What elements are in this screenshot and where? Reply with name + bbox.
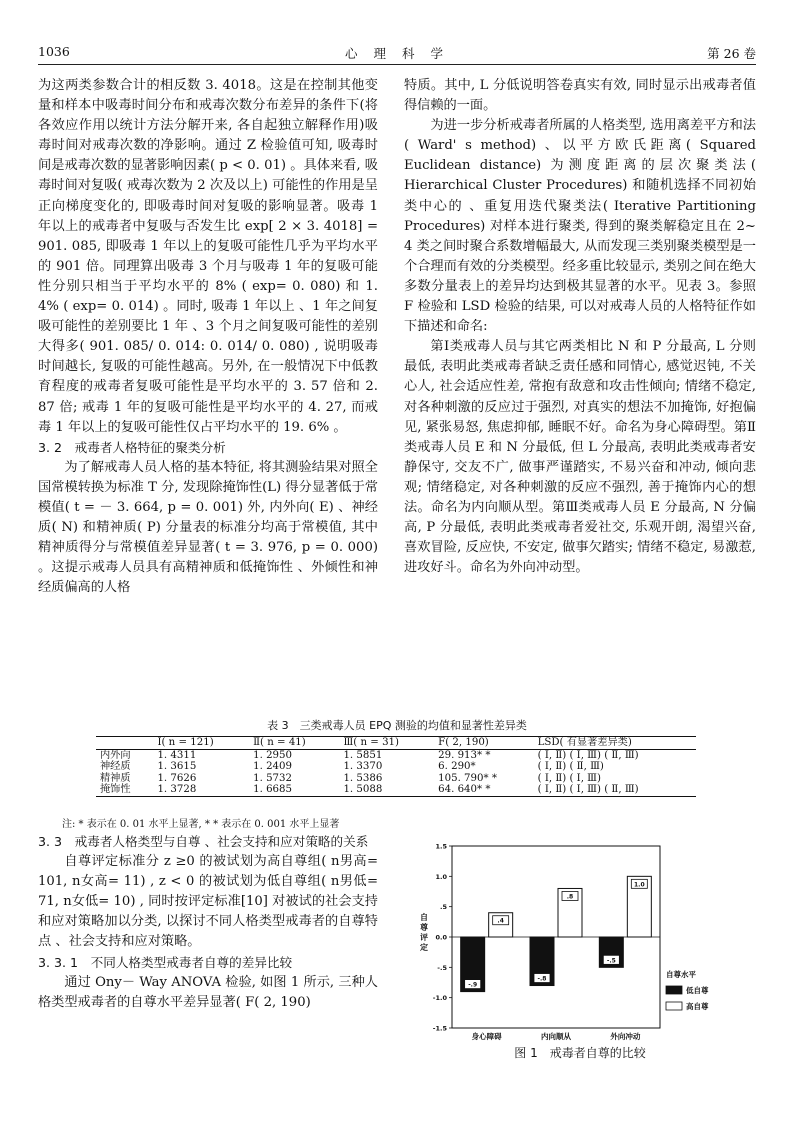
x-tick-label: 外向冲动 <box>610 1032 641 1041</box>
bar-value-label: .4 <box>497 917 504 925</box>
table-cell: 1. 6685 <box>253 784 292 796</box>
paragraph: 为这两类参数合计的相反数 3. 4018。这是在控制其他变量和样本中吸毒时间分布和戒毒次数分布差异的条件下(将各效应作用以统计方法分解开来, 各自起独立解释作用)吸毒时间对戒毒次数的净影响。通过 Z 检验值可知, 吸毒时间是戒毒次数的显著影响因素( p < 0. 01) 。具体来看, 吸毒时间对复吸( 戒毒次数为 2 次及以上) 可能性的作用是呈正向梯度变化的, 即吸毒时间对复吸的影响显著。吸毒 1 年以上的戒毒者中复吸与否发生比 exp[ 2 × 3. 4018] = 901. 085, 即吸毒 1 年以上的复吸可能性几乎为平均水平的 901 倍。同理算出吸毒 3 个月与吸毒 1 年的复吸可能性分别只相当于平均水平的 8% ( exp= 0. 080) 和 1. 4% ( exp= 0. 014) 。同时, 吸毒 1 年以上 、1 年之间复吸可能性的差别要比 1 年 、3 个月之间复吸可能性的差别大得多( 901. 085/ 0. 014: 0. 014/ 0. 080) , 说明吸毒时间越长, 复吸的可能性越高。另外, 在一般情况下中低教育程度的戒毒者复吸可能性是平均水平的 3. 57 倍和 2. 87 倍; 戒毒 1 年的复吸可能性是平均水平的 4. 27, 而戒毒 1 年以上的复吸可能性仅占平均水平的 19. 6% 。 <box>38 78 378 435</box>
section-heading-3-3: 3. 3 戒毒者人格类型与自尊 、社会支持和应对策略的关系 <box>38 834 369 849</box>
table-cell: 1. 2950 <box>253 749 292 761</box>
table-cell: 神经质 <box>100 761 131 773</box>
table-cell: 64. 640* * <box>438 784 491 796</box>
table-cell: 1. 3728 <box>157 784 197 796</box>
left-column-lower <box>38 832 378 1013</box>
table-cell: ( Ⅰ, Ⅱ) ( Ⅰ, Ⅲ) ( Ⅱ, Ⅲ) <box>537 784 639 796</box>
table-header-cell: Ⅲ( n = 31) <box>343 737 400 748</box>
table-cell: 1. 3615 <box>157 761 197 773</box>
table-note: 注: * 表示在 0. 01 水平上显著, * * 表示在 0. 001 水平上显著 <box>62 819 340 830</box>
x-tick-label: 内向顺从 <box>541 1032 571 1041</box>
y-axis-label-char: 定 <box>420 943 428 952</box>
table-cell: ( Ⅰ, Ⅱ) ( Ⅰ, Ⅲ) ( Ⅱ, Ⅲ) <box>537 749 639 761</box>
table-cell: 105. 790* * <box>438 772 497 784</box>
table-header-cell: F( 2, 190) <box>438 737 489 748</box>
y-tick-label: 0.0 <box>435 933 447 942</box>
table-header-cell: LSD( 有显著差异类) <box>537 737 632 748</box>
table-cell: 掩饰性 <box>100 784 131 796</box>
page-number: 1036 <box>38 44 70 59</box>
bar-value-label: -.8 <box>537 975 547 983</box>
table-3 <box>96 736 696 797</box>
table-caption: 表 3 三类戒毒人员 EPQ 测验的均值和显著性差异类 <box>267 719 527 732</box>
paragraph: 为进一步分析戒毒者所属的人格类型, 选用离差平方和法( Ward' s method) 、以平方欧氏距离( Squared Euclidean distance) 为测度距离的层次聚类法( Hierarchical Cluster Procedures) 和随机选择不同初始类中心的 、重复用迭代聚类法( Iterative Partitioning Procedures) 对样本进行聚类, 得到的聚类解稳定且在 2~ 4 类之间时聚合系数增幅最大, 从而发现三类别聚类模型是一个合理而有效的分类模型。经多重比较显示, 类别之间在绝大多数分量表上的差异均达到极其显著的水平。见表 3。参照 F 检验和 LSD 检验的结果, 可以对戒毒人员的人格特征作如下描述和命名: <box>404 118 756 335</box>
bar-value-label: -.9 <box>468 981 478 989</box>
paragraph: 为了解戒毒人员人格的基本特征, 将其测验结果对照全国常模转换为标准 T 分, 发现除掩饰性(L) 得分显著低于常模值( t = － 3. 664, p = 0. 001) 外, 内外向( E) 、神经质( N) 和精神质( P) 分量表的标准分均高于常模值, 其中精神质得分与常模值差异显著( t = 3. 976, p = 0. 000) 。这提示戒毒人员具有高精神质和低掩饰性 、外倾性和神经质偏高的人格 <box>38 459 378 596</box>
table-cell: 6. 290* <box>438 761 476 773</box>
legend-label-high: 高自尊 <box>686 1002 709 1011</box>
table-header-cell: Ⅱ( n = 41) <box>253 737 306 748</box>
legend-swatch-high <box>666 1002 682 1010</box>
y-tick-label: 1.0 <box>435 872 447 881</box>
paragraph: 特质。其中, L 分低说明答卷真实有效, 同时显示出戒毒者值得信赖的一面。 <box>404 78 756 114</box>
table-cell: 1. 3370 <box>343 761 383 773</box>
figure-caption: 图 1 戒毒者自尊的比较 <box>514 1046 646 1060</box>
table-header-cell <box>96 737 153 750</box>
legend-swatch-low <box>666 986 682 994</box>
table-cell: 精神质 <box>100 772 131 784</box>
y-tick-label: 1.5 <box>435 842 447 851</box>
paragraph: 通过 Ony－ Way ANOVA 检验, 如图 1 所示, 三种人格类型戒毒者的自尊水平差异显著( F( 2, 190) <box>38 974 378 1010</box>
table-cell: 1. 5088 <box>343 784 383 796</box>
table-cell: ( Ⅰ, Ⅱ) ( Ⅱ, Ⅲ) <box>537 761 604 773</box>
table-row <box>96 761 696 773</box>
y-tick-label: -1.5 <box>432 1024 447 1033</box>
journal-name: 心 理 科 学 <box>345 46 449 61</box>
table-cell: 1. 2409 <box>253 761 292 773</box>
section-heading-3-3-1: 3. 3. 1 不同人格类型戒毒者自尊的差异比较 <box>38 954 293 970</box>
paragraph: 第Ⅰ类戒毒人员与其它两类相比 N 和 P 分最高, L 分则最低, 表明此类戒毒者缺乏责任感和同情心, 感觉迟钝, 不关心人, 社会适应性差, 常抱有敌意和攻击性倾向; 情绪不稳定, 对各种刺激的反应过于强烈, 对真实的想法不加掩饰, 好抱偏见, 紧张易怒, 焦虑抑郁, 睡眠不好。命名为身心障碍型。第Ⅱ类戒毒人员 E 和 N 分最低, 但 L 分最高, 表明此类戒毒者安静保守, 交友不广, 做事严谨踏实, 不易兴奋和冲动, 倾向悲观; 情绪稳定, 对各种刺激的反应不强烈, 善于掩饰内心的想法。命名为内向顺从型。第Ⅲ类戒毒人员 E 分最高, N 分偏高, P 分最低, 表明此类戒毒者爱社交, 乐观开朗, 渴望兴奋, 喜欢冒险, 反应快, 不安定, 做事欠踏实; 情绪不稳定, 易激惹, 进攻好斗。命名为外向冲动型。 <box>404 339 756 576</box>
table-row <box>96 749 696 761</box>
y-tick-label: -1.0 <box>432 994 447 1003</box>
table-cell: 1. 4311 <box>157 749 197 761</box>
table-cell: 内外向 <box>100 749 131 761</box>
table-cell: 1. 5851 <box>343 749 383 761</box>
table-cell: 1. 5732 <box>253 772 292 784</box>
table-row <box>96 784 696 796</box>
figure-1-bar-chart <box>410 838 750 1068</box>
y-axis-label-char: 自 <box>420 913 428 922</box>
y-tick-label: -.5 <box>437 963 447 972</box>
table-cell: ( Ⅰ, Ⅱ) ( Ⅰ, Ⅲ) <box>537 772 601 784</box>
x-tick-label: 身心障碍 <box>471 1032 502 1041</box>
left-column <box>38 76 378 598</box>
legend-title: 自尊水平 <box>666 970 696 979</box>
y-axis-label-char: 评 <box>420 933 428 942</box>
table-cell: 1. 5386 <box>343 772 383 784</box>
y-tick-label: .5 <box>440 903 447 912</box>
table-header-row <box>96 737 696 750</box>
bar-value-label: .8 <box>566 893 574 901</box>
y-axis-label-char: 尊 <box>420 923 428 932</box>
legend-label-low: 低自尊 <box>686 986 709 995</box>
right-column <box>404 76 756 578</box>
section-heading-3-2: 3. 2 戒毒者人格特征的聚类分析 <box>38 439 226 455</box>
paragraph: 自尊评定标准分 z ≥0 的被试划为高自尊组( n男高= 101, n女高= 11) , z < 0 的被试划为低自尊组( n男低= 71, n女低= 10) , 同时按评定标准[10] 对被试的社会支持和应对策略加以分类, 以探讨不同人格类型戒毒者的自尊特点 、社会支持和应对策略。 <box>38 854 378 950</box>
table-header-cell: Ⅰ( n = 121) <box>157 737 214 748</box>
running-header <box>38 44 756 65</box>
bar-value-label: -.5 <box>606 957 616 965</box>
bar-value-label: 1.0 <box>634 881 645 889</box>
volume-number: 第 26 卷 <box>707 46 756 61</box>
table-cell: 1. 7626 <box>157 772 197 784</box>
table-cell: 29. 913* * <box>438 749 491 761</box>
table-row <box>96 773 696 785</box>
